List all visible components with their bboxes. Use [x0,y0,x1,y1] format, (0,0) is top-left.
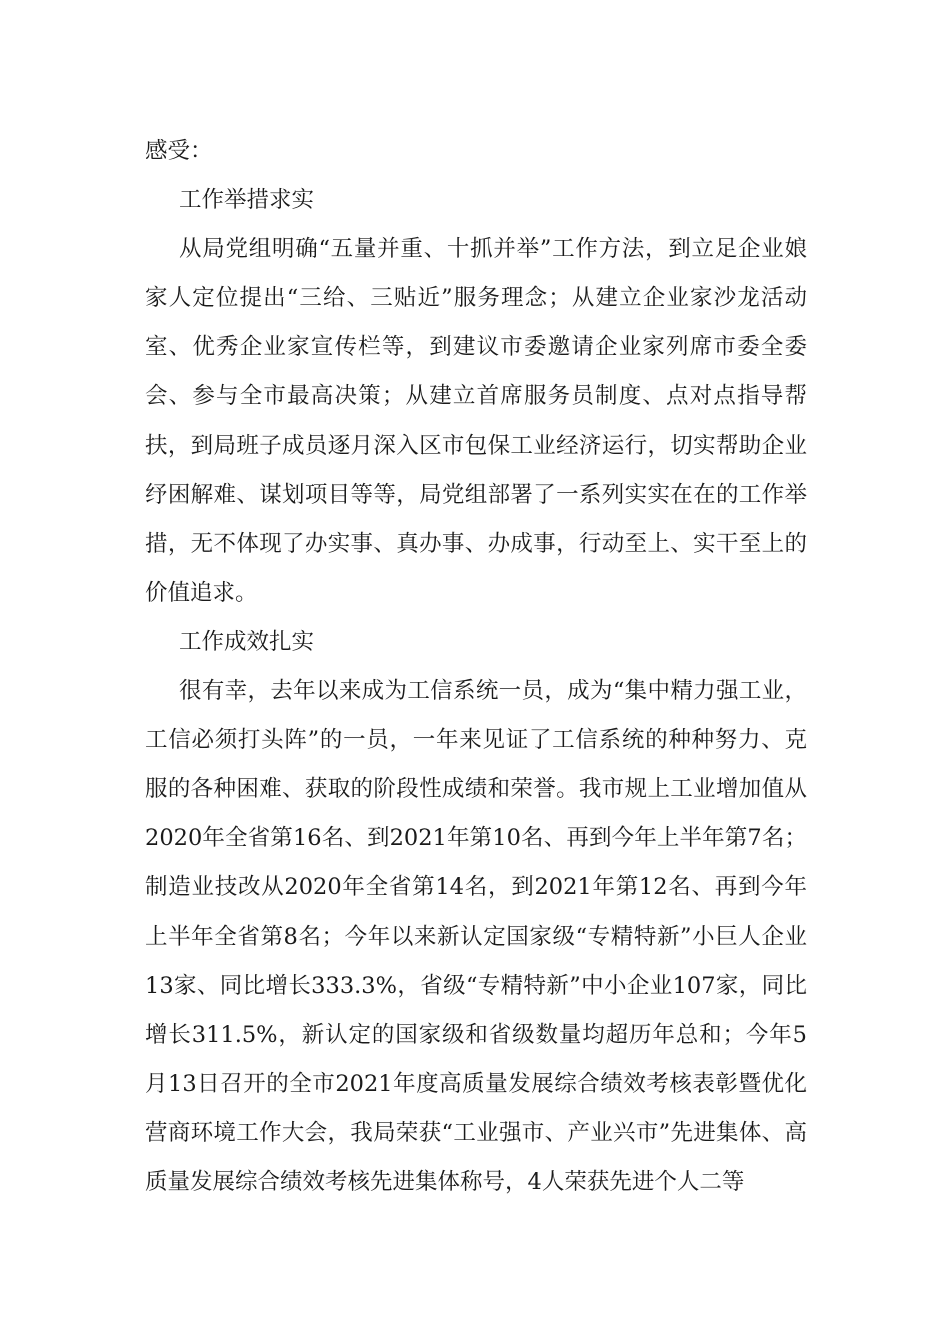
document-body [145,127,807,1207]
section-heading-results: 工作成效扎实 [179,628,315,655]
paragraph-measures: 从局党组明确“五量并重、十抓并举”工作方法，到立足企业娘家人定位提出“三给、三贴近”服务理念；从建立企业家沙龙活动室、优秀企业家宣传栏等，到建议市委邀请企业家列席市委全委会、参与全市最高决策；从建立首席服务员制度、点对点指导帮扶，到局班子成员逐月深入区市包保工业经济运行，切实帮助企业纾困解难、谋划项目等等，局党组部署了一系列实实在在的工作举措，无不体现了办实事、真办事、办成事，行动至上、实干至上的价值追求。 [145,236,807,606]
section-heading-measures: 工作举措求实 [179,187,315,214]
intro-line: 感受： [145,138,213,164]
paragraph-results: 很有幸，去年以来成为工信系统一员，成为“集中精力强工业，工信必须打头阵”的一员，一年来见证了工信系统的种种努力、克服的各种困难、获取的阶段性成绩和荣誉。我市规上工业增加值从2020年全省第16名、到2021年第10名、再到今年上半年第7名；制造业技改从2020年全省第14名，到2021年第12名、再到今年上半年全省第8名；今年以来新认定国家级“专精特新”小巨人企业13家、同比增长333.3%，省级“专精特新”中小企业107家，同比增长311.5%，新认定的国家级和省级数量均超历年总和；今年5月13日召开的全市2021年度高质量发展综合绩效考核表彰暨优化营商环境工作大会，我局荣获“工业强市、产业兴市”先进集体、高质量发展综合绩效考核先进集体称号，4人荣获先进个人二等 [145,678,807,1195]
